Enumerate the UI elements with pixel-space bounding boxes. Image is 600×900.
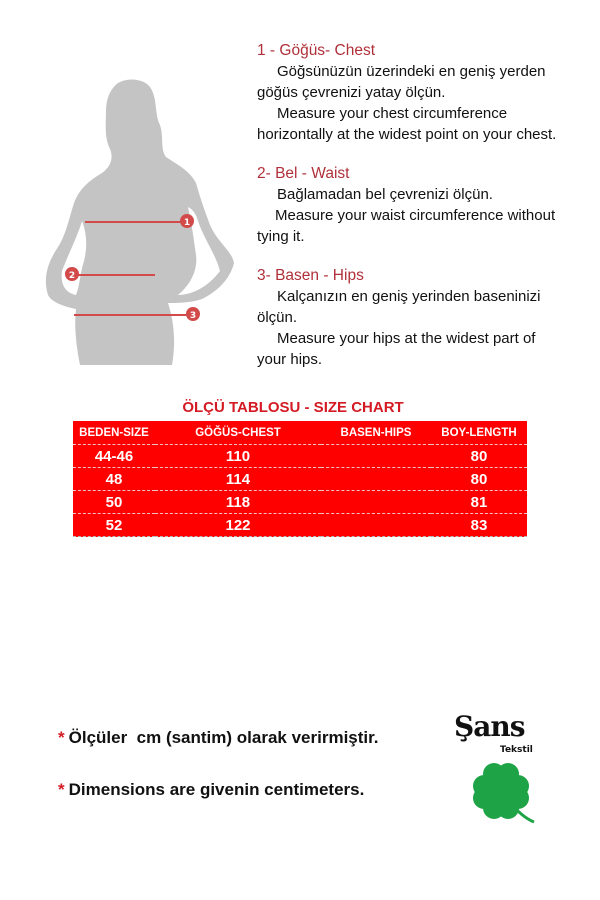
- brand-subtitle: Tekstil: [500, 745, 533, 755]
- footnote-text: Dimensions are givenin centimeters.: [68, 780, 365, 799]
- cell-size: 48: [73, 468, 155, 491]
- brand-name: Şans: [454, 710, 525, 743]
- cell-length: 80: [431, 468, 527, 491]
- size-chart-table: [73, 421, 527, 537]
- cell-chest: 114: [155, 468, 321, 491]
- turkish-text: Göğsünüzün üzerindeki en geniş yerden: [277, 63, 546, 80]
- cell-length: 81: [431, 491, 527, 514]
- cell-hips: [321, 514, 431, 537]
- svg-text:2: 2: [68, 271, 76, 281]
- column-header-chest: GÖĞÜS-CHEST: [155, 421, 321, 445]
- cell-length: 80: [431, 445, 527, 468]
- footnote-turkish: [58, 728, 379, 780]
- cell-chest: 118: [155, 491, 321, 514]
- cell-hips: [321, 468, 431, 491]
- turkish-text: ölçün.: [257, 309, 298, 326]
- english-text: Measure your waist circumference without: [275, 207, 556, 224]
- section-hips: [257, 265, 592, 370]
- cell-hips: [321, 445, 431, 468]
- cell-size: 52: [73, 514, 155, 537]
- body-measurement-figure: [40, 75, 245, 375]
- english-text: Measure your chest circumference: [277, 105, 508, 122]
- cell-hips: [321, 491, 431, 514]
- brand-logo: [450, 710, 560, 830]
- table-row: [73, 445, 527, 468]
- english-text: tying it.: [257, 228, 305, 245]
- table-row: [73, 514, 527, 537]
- footnote-english: [58, 780, 379, 832]
- section-title: 3- Basen - Hips: [257, 267, 364, 284]
- english-text: your hips.: [257, 351, 323, 368]
- table-row: [73, 491, 527, 514]
- section-title: 1 - Göğüs- Chest: [257, 42, 376, 59]
- turkish-text: göğüs çevrenizi yatay ölçün.: [257, 84, 446, 101]
- footnote-text: Ölçüler cm (santim) olarak verirmiştir.: [68, 728, 379, 747]
- table-header-row: [73, 421, 527, 445]
- column-header-length: BOY-LENGTH: [431, 421, 527, 445]
- asterisk-icon: *: [58, 728, 65, 747]
- column-header-size: BEDEN-SIZE: [73, 421, 155, 445]
- turkish-text: Bağlamadan bel çevrenizi ölçün.: [277, 186, 493, 203]
- section-chest: [257, 40, 592, 145]
- four-leaf-clover-icon: [470, 760, 540, 826]
- size-chart-title: ÖLÇÜ TABLOSU - SIZE CHART: [182, 399, 404, 416]
- svg-text:3: 3: [189, 311, 197, 321]
- cell-size: 44-46: [73, 445, 155, 468]
- section-title: 2- Bel - Waist: [257, 165, 350, 182]
- column-header-hips: BASEN-HIPS: [321, 421, 431, 445]
- cell-length: 83: [431, 514, 527, 537]
- cell-chest: 110: [155, 445, 321, 468]
- silhouette-icon: [40, 75, 245, 375]
- svg-text:1: 1: [183, 218, 191, 228]
- measurement-instructions: [257, 40, 592, 388]
- turkish-text: Kalçanızın en geniş yerinden baseninizi: [277, 288, 541, 305]
- cell-chest: 122: [155, 514, 321, 537]
- cell-size: 50: [73, 491, 155, 514]
- asterisk-icon: *: [58, 780, 65, 799]
- section-waist: [257, 163, 592, 247]
- footnotes: [58, 728, 379, 832]
- english-text: Measure your hips at the widest part of: [277, 330, 536, 347]
- english-text: horizontally at the widest point on your chest.: [257, 126, 557, 143]
- table-row: [73, 468, 527, 491]
